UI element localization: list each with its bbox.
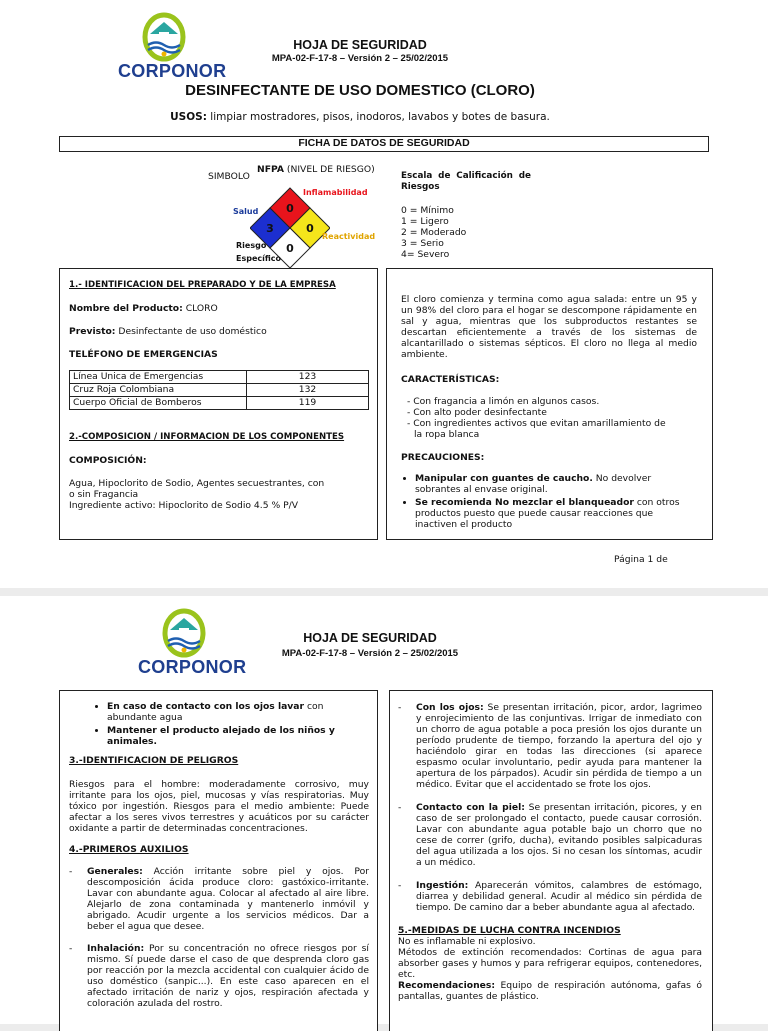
cloro-intro: El cloro comienza y termina como agua salada: entre un 95 y un 98% del cloro para el hogar se descompone rápidamente en sal y agua, mientras que los subproductos restantes se descartan eficientemente a través de los sistemas de alcantarillado o sistemas sépticos. El cloro no llega al medio ambiente. bbox=[401, 294, 697, 360]
nombre-value: CLORO bbox=[182, 303, 218, 314]
doc-title: HOJA DE SEGURIDAD bbox=[303, 631, 437, 645]
caract-item: la ropa blanca bbox=[414, 429, 480, 440]
sec5-line2: Métodos de extinción recomendados: Cortinas de agua para absorber gases y humos y para refrigerar equipos, contenedores, etc. bbox=[398, 947, 702, 980]
ojos-text: Se presentan irritación, picor, ardor, lagrimeo y enrojecimiento de las conjuntivas. Irrigar de inmediato con un chorro de agua potable a poca presión los ojos durante un período prudente de tiempo, forzando la apertura del ojo y haciéndolo girar en todas las direcciones (si aparece espasmo ocular involuntario, pedir ayuda para mantener la apertura de los párpados). Acudir sin pérdida de tiempo a un médico. Evitar que el accidentado se frote los ojos. bbox=[416, 702, 702, 790]
prec2-rest: con otros productos puesto que puede causar reacciones que inactiven el producto bbox=[415, 497, 680, 530]
caract-heading: CARACTERÍSTICAS: bbox=[401, 374, 500, 385]
generales-text: Acción irritante sobre piel y ojos. Por descomposición ácida produce cloro: gastóxico-irritante. Lavar con abundante agua. Colocar al afectado al aire libre. Alejarlo de zona contaminada y mantenerlo inmóvil y abrigado. Acudir urgente a los servicios médicos. Dar a beber el agua que desee. bbox=[87, 866, 369, 932]
inhalacion-text: Por su concentración no ofrece riesgos por sí mismo. Sí puede darse el caso de que desprenda cloro gas por reacción por la mezcla accidental con cualquier ácido de uso doméstico (sanpic...). En este caso aparecen en el afectado irritación de nariz y ojos, respiración afectada y coloración azulada del rostro. bbox=[87, 943, 369, 1009]
ingestion-item: - Ingestión: Aparecerán vómitos, calambres de estómago, diarrea y debilidad general. Acudir al médico sin pérdida de tiempo. De camino dar a beber abundante agua al afectado. bbox=[398, 880, 702, 913]
section-box-right-1 bbox=[386, 268, 713, 540]
table-cell: Cruz Roja Colombiana bbox=[70, 384, 247, 397]
recom-label: Recomendaciones: bbox=[398, 980, 496, 991]
composicion-label: COMPOSICIÓN: bbox=[69, 455, 147, 466]
generales-item: - Generales: Acción irritante sobre piel y ojos. Por descomposición ácida produce cloro: gastóxico-irritante. Lavar con abundante agua. Colocar al afectado al aire libre. Alejarlo de zona contaminada y mantenerlo inmóvil y abrigado. Acudir urgente a los servicios médicos. Dar a beber el agua que desee. bbox=[69, 866, 369, 932]
previsto-line bbox=[69, 326, 369, 337]
product-title: DESINFECTANTE DE USO DOMESTICO (CLORO) bbox=[185, 82, 535, 99]
inhalacion-label: Inhalación: bbox=[87, 943, 145, 954]
simbolo-label: SIMBOLO bbox=[208, 171, 250, 182]
corponor-emblem-icon bbox=[114, 10, 214, 62]
inflamabilidad-label: Inflamabilidad bbox=[303, 188, 368, 197]
contacto-list bbox=[69, 701, 369, 747]
doc-code: MPA-02-F-17-8 – Versión 2 – 25/02/2015 bbox=[281, 648, 459, 659]
ficha-title-box bbox=[59, 136, 709, 152]
caract-item: - Con ingredientes activos que evitan amarillamiento de bbox=[407, 418, 666, 429]
nfpa-title-rest: (NIVEL DE RIESGO) bbox=[283, 164, 375, 175]
caract-list bbox=[401, 396, 697, 440]
prec1-rest: No devolver sobrantes al envase original. bbox=[415, 473, 652, 495]
precaucion-item bbox=[415, 497, 697, 530]
nfpa-reactividad-value: 0 bbox=[306, 222, 314, 235]
nombre-label: Nombre del Producto: bbox=[69, 303, 183, 314]
page-number: Página 1 de bbox=[614, 554, 668, 565]
section-box-left-2 bbox=[59, 690, 378, 1031]
b1-rest: con abundante agua bbox=[107, 701, 324, 723]
sec2-heading: 2.-COMPOSICION / INFORMACION DE LOS COMPONENTES bbox=[69, 432, 345, 442]
logo-text: CORPONOR bbox=[138, 657, 247, 677]
contacto-item bbox=[107, 725, 369, 747]
ojos-label: Con los ojos: bbox=[416, 702, 484, 713]
previsto-value: Desinfectante de uso doméstico bbox=[115, 326, 267, 337]
corponor-logo bbox=[134, 606, 247, 678]
recom-text: Equipo de respiración autónoma, gafas ó pantallas, guantes de plástico. bbox=[398, 980, 702, 1002]
section-box-right-2 bbox=[389, 690, 713, 1031]
telefono-heading: TELÉFONO DE EMERGENCIAS bbox=[69, 349, 218, 360]
nfpa-salud-value: 3 bbox=[266, 222, 274, 235]
usos-line bbox=[100, 111, 620, 123]
table-row bbox=[70, 397, 369, 410]
table-cell: 119 bbox=[247, 397, 369, 410]
escala-item: 3 = Serio bbox=[401, 238, 444, 249]
sec5-line1: No es inflamable ni explosivo. bbox=[398, 936, 536, 947]
precauciones-list bbox=[401, 473, 697, 530]
piel-text: Se presentan irritación, picores, y en caso de ser prolongado el contacto, puede causar corrosión. Lavar con abundante agua potable bajo un chorro que no cese de correr (grifo, ducha), evitando posibles salpicaduras del agua utilizada a los ojos. Si no cesan los síntomas, acudir a un médico. bbox=[416, 802, 702, 868]
ficha-title: FICHA DE DATOS DE SEGURIDAD bbox=[298, 137, 470, 149]
emergency-table bbox=[69, 370, 369, 410]
corponor-emblem-icon bbox=[134, 606, 234, 658]
especifico-label: Específico bbox=[236, 254, 282, 263]
b2-bold: Mantener el producto alejado de los niños y animales. bbox=[107, 725, 335, 747]
composicion-line3: Ingrediente activo: Hipoclorito de Sodio 4.5 % P/V bbox=[69, 500, 299, 511]
nfpa-inflamabilidad-value: 0 bbox=[286, 202, 294, 215]
riesgo-label: Riesgo bbox=[236, 241, 267, 250]
sec5-heading: 5.-MEDIDAS DE LUCHA CONTRA INCENDIOS bbox=[398, 925, 621, 936]
escala-title: Escala de Calificación de Riesgos bbox=[401, 171, 531, 192]
piel-label: Contacto con la piel: bbox=[416, 802, 525, 813]
contacto-item bbox=[107, 701, 369, 723]
escala-item: 1 = Ligero bbox=[401, 216, 449, 227]
table-row bbox=[70, 384, 369, 397]
precaucion-item bbox=[415, 473, 697, 495]
sec4-heading: 4.-PRIMEROS AUXILIOS bbox=[69, 844, 189, 855]
table-cell: 132 bbox=[247, 384, 369, 397]
corponor-logo bbox=[114, 10, 227, 82]
prec2-bold: Se recomienda No mezclar el blanqueador bbox=[415, 497, 634, 508]
salud-label: Salud bbox=[233, 207, 259, 216]
table-cell: Línea Unica de Emergencias bbox=[70, 371, 247, 384]
doc-title: HOJA DE SEGURIDAD bbox=[293, 38, 427, 52]
ojos-item: - Con los ojos: Se presentan irritación, picor, ardor, lagrimeo y enrojecimiento de las conjuntivas. Irrigar de inmediato con un chorro de agua potable a poca presión los ojos durante un período prudente de tiempo, forzando la apertura del ojo y haciéndolo girar en todas las direcciones (si aparece espasmo ocular involuntario, pedir ayuda para mantener la apertura de los párpados). Acudir sin pérdida de tiempo a un médico. Evitar que el accidentado se frote los ojos. bbox=[398, 702, 702, 790]
nfpa-title bbox=[257, 164, 375, 175]
previsto-label: Previsto: bbox=[69, 326, 116, 337]
sec3-heading: 3.-IDENTIFICACION DE PELIGROS bbox=[69, 755, 239, 766]
logo-text: CORPONOR bbox=[118, 61, 227, 81]
table-cell: Cuerpo Oficial de Bomberos bbox=[70, 397, 247, 410]
nombre-line bbox=[69, 303, 369, 314]
escala-item: 4= Severo bbox=[401, 249, 450, 260]
caract-item: - Con fragancia a limón en algunos casos. bbox=[407, 396, 600, 407]
escala-item: 0 = Mínimo bbox=[401, 205, 454, 216]
generales-label: Generales: bbox=[87, 866, 143, 877]
composicion-line1: Agua, Hipoclorito de Sodio, Agentes secuestrantes, con bbox=[69, 478, 325, 489]
nfpa-title-bold: NFPA bbox=[257, 164, 284, 175]
sec3-text: Riesgos para el hombre: moderadamente corrosivo, muy irritante para los ojos, piel, mucosas y vías respiratorias. Muy tóxico por ingestión. Riesgos para el medio ambiente: Puede afectar a los seres vivos terrestres y acuáticos por su carácter oxidante a partir de determinadas concentraciones. bbox=[69, 779, 369, 834]
table-cell: 123 bbox=[247, 371, 369, 384]
table-row bbox=[70, 371, 369, 384]
precauciones-heading: PRECAUCIONES: bbox=[401, 452, 485, 463]
ingestion-label: Ingestión: bbox=[416, 880, 469, 891]
page-2 bbox=[0, 596, 768, 1024]
b1-bold: En caso de contacto con los ojos lavar bbox=[107, 701, 305, 712]
usos-label: USOS: bbox=[170, 111, 207, 123]
piel-item: - Contacto con la piel: Se presentan irritación, picores, y en caso de ser prolongado el contacto, puede causar corrosión. Lavar con abundante agua potable bajo un chorro que no cese de correr (grifo, ducha), evitando posibles salpicaduras del agua utilizada a los ojos. Si no cesan los síntomas, acudir a un médico. bbox=[398, 802, 702, 868]
caract-item: - Con alto poder desinfectante bbox=[407, 407, 547, 418]
reactividad-label: Reactividad bbox=[322, 232, 376, 241]
section-box-left-1 bbox=[59, 268, 378, 540]
ingestion-text: Aparecerán vómitos, calambres de estómago, diarrea y debilidad general. Acudir al médico sin pérdida de tiempo. De camino dar a beber abundante agua al afectado. bbox=[416, 880, 702, 913]
usos-text: limpiar mostradores, pisos, inodoros, lavabos y botes de basura. bbox=[206, 111, 550, 123]
sec1-heading: 1.- IDENTIFICACION DEL PREPARADO Y DE LA EMPRESA bbox=[69, 280, 336, 290]
nfpa-riesgo-value: 0 bbox=[286, 242, 294, 255]
doc-code: MPA-02-F-17-8 – Versión 2 – 25/02/2015 bbox=[271, 53, 449, 64]
prec1-bold: Manipular con guantes de caucho. bbox=[415, 473, 593, 484]
escala-item: 2 = Moderado bbox=[401, 227, 467, 238]
escala-list bbox=[401, 205, 466, 260]
composicion-line2: o sin Fragancia bbox=[69, 489, 139, 500]
inhalacion-item: - Inhalación: Por su concentración no ofrece riesgos por sí mismo. Sí puede darse el caso de que desprenda cloro gas por reacción por la mezcla accidental con cualquier ácido de uso doméstico (sanpic...). En este caso aparecen en el afectado irritación de nariz y ojos, respiración afectada y coloración azulada del rostro. bbox=[69, 943, 369, 1009]
recomendaciones-line bbox=[398, 980, 702, 1002]
